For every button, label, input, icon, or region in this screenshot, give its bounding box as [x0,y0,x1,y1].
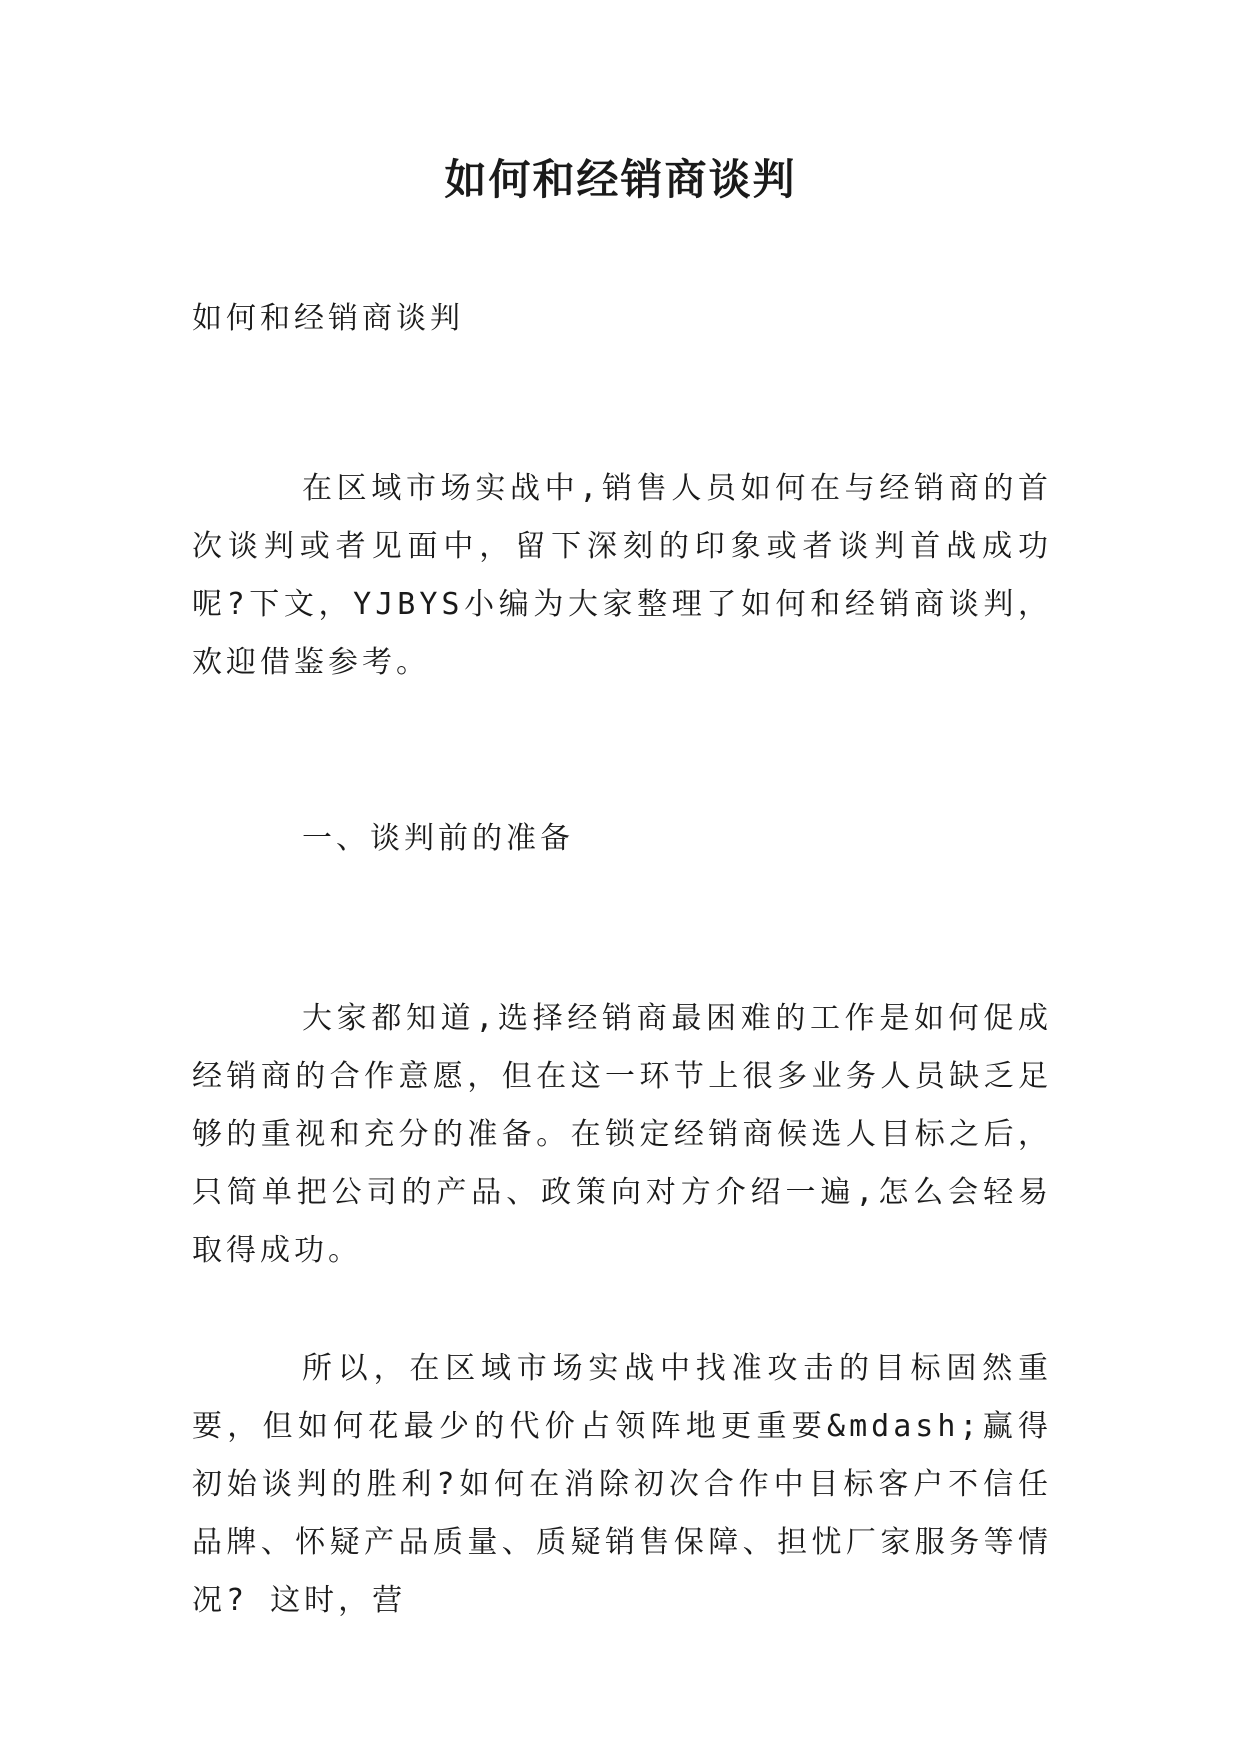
paragraph-preparation: 大家都知道,选择经销商最困难的工作是如何促成经销商的合作意愿，但在这一环节上很多业务人员缺乏足够的重视和充分的准备。在锁定经销商候选人目标之后，只简单把公司的产品、政策向对方介绍一遍,怎么会轻易取得成功。 [192,1001,1052,1268]
paragraph-intro: 在区域市场实战中,销售人员如何在与经销商的首次谈判或者见面中，留下深刻的印象或者谈判首战成功呢?下文，YJBYS小编为大家整理了如何和经销商谈判，欢迎借鉴参考。 [192,471,1052,680]
document-subtitle: 如何和经销商谈判 [192,301,464,336]
paragraph-strategy: 所以，在区域市场实战中找准攻击的目标固然重要，但如何花最少的代价占领阵地更重要&mdash;赢得初始谈判的胜利?如何在消除初次合作中目标客户不信任品牌、怀疑产品质量、质疑销售保障、担忧厂家服务等情况? 这时，营 [192,1351,1052,1618]
section-heading-preparation: 一、谈判前的准备 [302,821,574,856]
document-title: 如何和经销商谈判 [444,155,797,204]
